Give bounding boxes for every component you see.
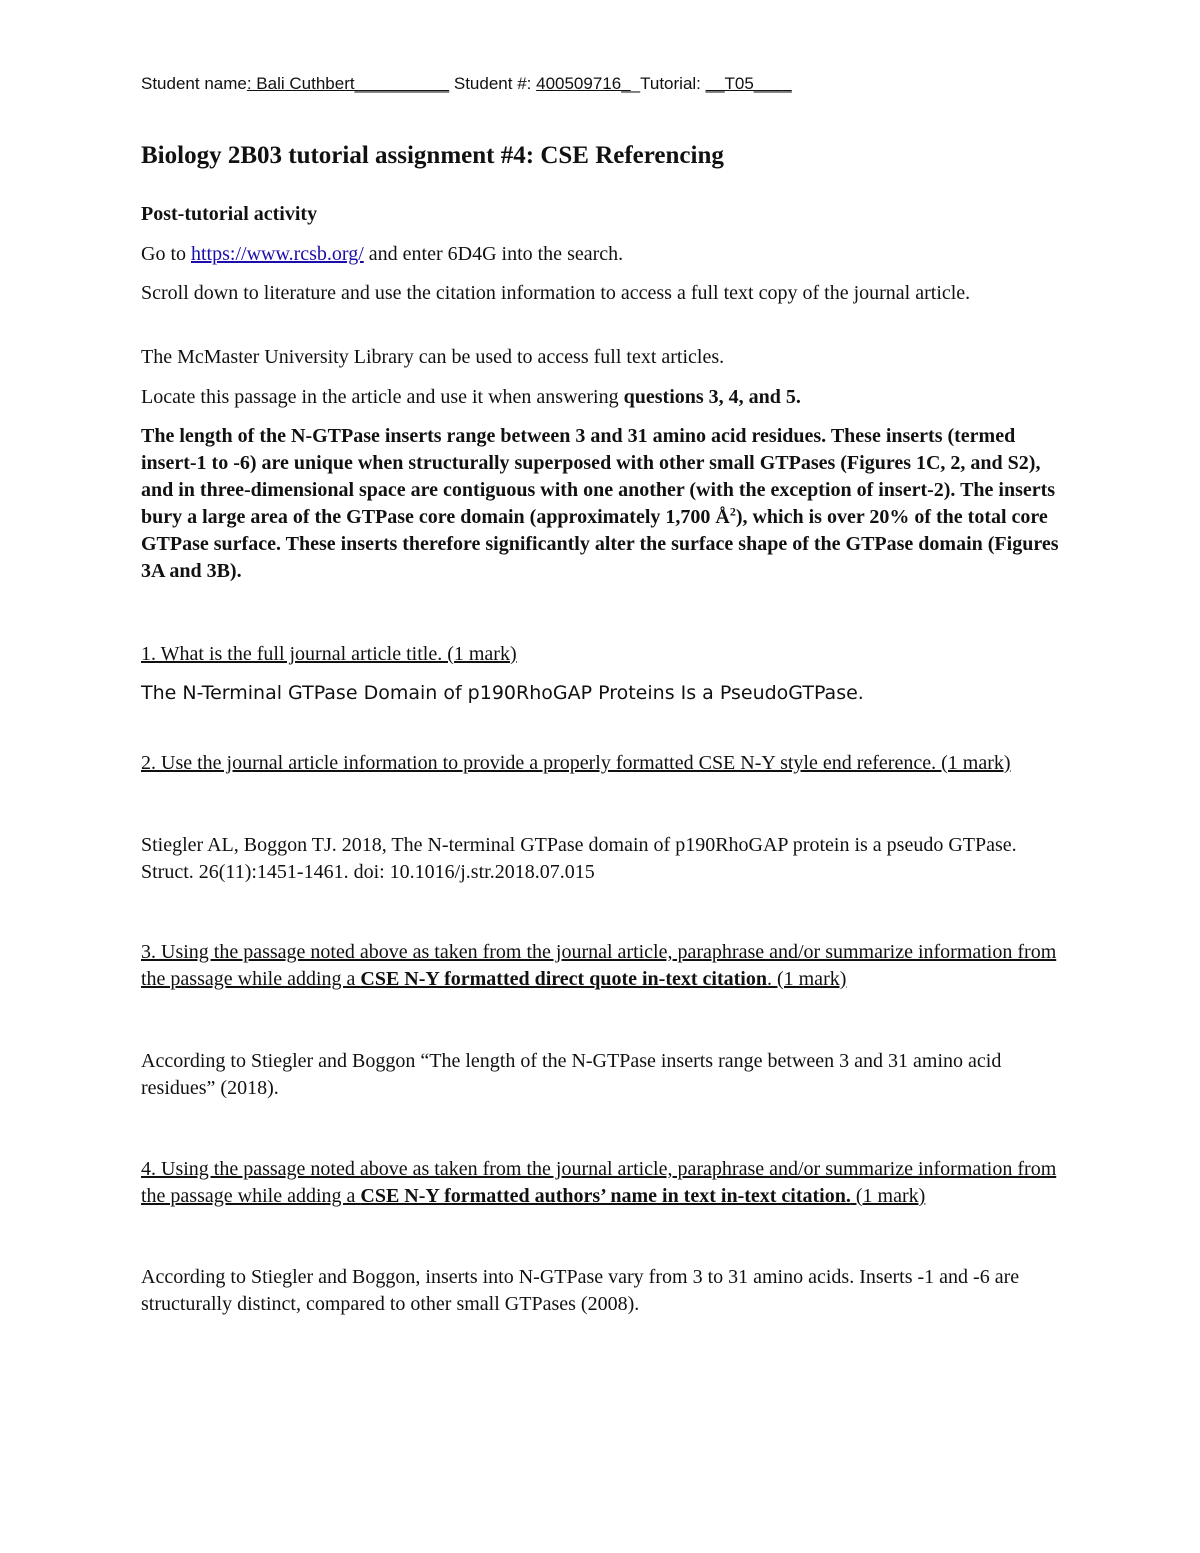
section-subtitle: Post-tutorial activity [141,203,318,225]
goto-instruction [141,241,1061,268]
passage-superscript: 2 [729,504,736,519]
goto-suffix: and enter 6D4G into the search. [363,243,624,265]
question-4-suffix: (1 mark) [850,1185,926,1207]
student-name-value: : Bali Cuthbert [246,74,355,93]
answer-2: Stiegler AL, Boggon TJ. 2018, The N-terminal GTPase domain of p190RhoGAP protein is a pseudo GTPase. Struct. 26(11):1451-1461. doi: 10.1016/j.str.2018.07.015 [141,834,1017,883]
question-3-suffix: . (1 mark) [766,968,847,990]
tutorial-value: __T05___ [705,74,783,93]
question-3-bold: CSE N-Y formatted direct quote in-text citation [360,968,767,990]
rcsb-link[interactable]: https://www.rcsb.org/ [191,243,364,265]
student-number-blank: _ [621,74,631,93]
question-3 [141,939,1061,993]
student-number-label: Student #: [453,74,537,93]
scroll-instruction: Scroll down to literature and use the citation information to access a full text copy of the journal article. [141,282,971,304]
question-3-prefix: 3. Using the passage noted above as taken from the journal article, paraphrase and/or summarize information from the passage while adding a [141,941,1057,990]
locate-instruction [141,384,1061,411]
answer-4: According to Stiegler and Boggon, inserts into N-GTPase vary from 3 to 31 amino acids. Inserts -1 and -6 are structurally distinct, compared to other small GTPases (2008). [141,1266,1020,1315]
student-number-value: 400509716 [536,74,622,93]
goto-prefix: Go to [141,243,191,265]
question-4-prefix: 4. Using the passage noted above as taken from the journal article, paraphrase and/or summarize information from the passage while adding a [141,1158,1057,1207]
question-4-bold: CSE N-Y formatted authors’ name in text in-text citation. [360,1185,851,1207]
locate-prefix: Locate this passage in the article and use it when answering [141,386,624,408]
tutorial-tail: _ [782,74,792,93]
library-instruction: The McMaster University Library can be used to access full text articles. [141,346,725,368]
document-title: Biology 2B03 tutorial assignment #4: CSE Referencing [141,142,724,169]
student-name-blank: __________ [354,74,450,93]
passage-text-2: ), which is over 20% of the total core GTPase surface. These inserts therefore significantly alter the surface shape of the GTPase domain (Figures 3A and 3B). [141,506,1059,582]
passage-text-1: The length of the N-GTPase inserts range between 3 and 31 amino acid residues. These inserts (termed insert-1 to -6) are unique when structurally superposed with other small GTPases (Figures 1C, 2, and S2), and in three-dimensional space are contiguous with one another (with the exception of insert-2). The inserts bury a large area of the GTPase core domain (approximately 1,700 Å [141,425,1056,528]
locate-bold: questions 3, 4, and 5. [623,386,801,408]
tutorial-label: _Tutorial: [630,74,706,93]
student-info-header [141,74,1061,94]
question-1: 1. What is the full journal article title. (1 mark) [141,643,517,665]
article-passage [141,423,1061,585]
student-name-label: Student name [141,74,247,93]
question-2: 2. Use the journal article information to provide a properly formatted CSE N-Y style end reference. (1 mark) [141,752,1011,774]
answer-3: According to Stiegler and Boggon “The length of the N-GTPase inserts range between 3 and 31 amino acid residues” (2018). [141,1050,1002,1099]
question-4 [141,1156,1061,1210]
answer-1: The N-Terminal GTPase Domain of p190RhoGAP Proteins Is a PseudoGTPase. [141,682,864,704]
